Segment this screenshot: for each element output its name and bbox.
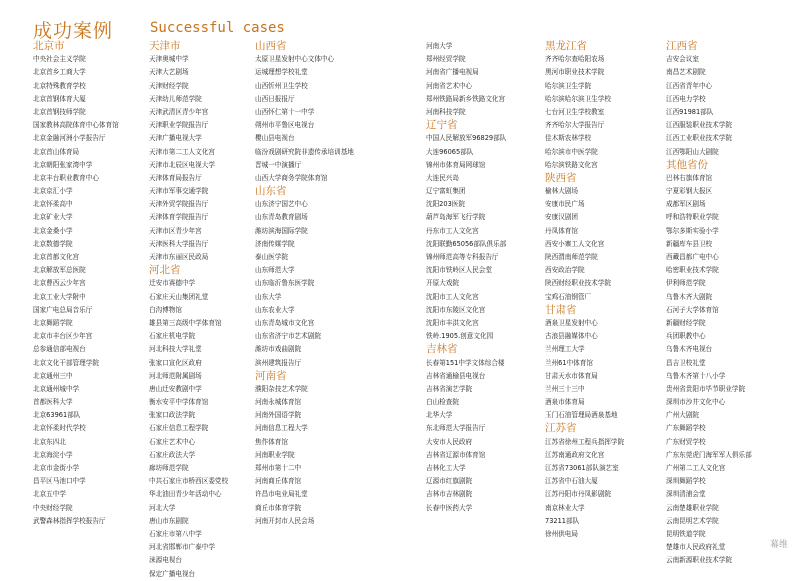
case-entry: 山西大学商务学院体育馆 [255, 173, 328, 182]
case-entry: 巴林右旗体育馆 [666, 173, 713, 182]
case-entry: 濮阳杂技艺术学院 [255, 384, 308, 393]
case-entry: 天津市军事交通学院 [149, 187, 209, 196]
case-entry: 沈阳市丰洪文化宫 [426, 318, 479, 327]
case-entry: 北京朝阳张家湾中学 [33, 160, 93, 169]
case-entry: 天津外贸学院报告厅 [149, 200, 209, 209]
case-entry: 西安小寨工人文化宫 [545, 239, 605, 248]
case-entry: 中央社会主义学院 [33, 55, 86, 64]
region-heading: 其他省份 [666, 158, 708, 171]
case-entry: 黑河市职业技术学院 [545, 68, 605, 77]
case-entry: 北华大学 [426, 411, 453, 420]
case-entry: 北京怀柔时代学校 [33, 424, 86, 433]
case-entry: 河南省艺术中心 [426, 81, 473, 90]
case-entry: 锦州师范高等专科报告厅 [426, 253, 499, 261]
region-heading: 河北省 [149, 264, 181, 277]
case-entry: 西安政治学院 [545, 266, 585, 275]
case-entry: 江西服装职业技术学院 [666, 121, 732, 130]
case-entry: 唐山市东剧院 [149, 516, 189, 525]
case-entry: 北京五中学 [33, 490, 66, 499]
case-entry: 山东青岛城市文化宫 [255, 318, 315, 327]
page-title: 成功案例 [33, 20, 114, 42]
case-entry: 江苏省中石油大厦 [545, 477, 598, 486]
case-entry: 丹凤体育馆 [545, 226, 578, 235]
case-entry: 石家庄市第八中学 [149, 529, 202, 538]
case-entry: 佳木斯农林学校 [545, 134, 592, 143]
case-entry: 石家庄天山集团礼堂 [149, 292, 209, 301]
case-column [666, 40, 794, 568]
region-heading: 山西省 [255, 40, 287, 52]
case-entry: 樱山县电视台 [255, 134, 295, 143]
case-entry: 唐山迁安教剧中学 [149, 384, 202, 393]
region-heading: 甘肃省 [545, 303, 577, 316]
case-entry: 广东舞蹈学校 [666, 424, 706, 433]
case-entry: 宁夏彩钢大报区 [666, 187, 713, 196]
case-entry: 沈阳市工人文化宫 [426, 292, 479, 301]
case-entry: 天津市第二工人文化宫 [149, 147, 215, 156]
case-entry: 南昌艺术剧院 [666, 68, 706, 77]
case-entry: 天津武清区青少年宫 [149, 107, 209, 116]
case-entry: 河北科技大学礼堂 [149, 345, 202, 354]
region-heading: 陕西省 [545, 171, 577, 184]
case-entry: 广东财贸学校 [666, 437, 706, 446]
case-entry: 河南省广播电视局 [426, 68, 479, 77]
region-heading: 江西省 [666, 40, 698, 52]
case-entry: 兵团职教中心 [666, 332, 706, 341]
case-entry: 呼和浩特职业学院 [666, 213, 719, 222]
region-heading: 黑龙江省 [545, 40, 587, 52]
case-entry: 北京首都文化宫 [33, 253, 80, 261]
case-entry: 北京市丰台区少年宫 [33, 332, 93, 341]
case-entry: 山东大学 [255, 292, 282, 301]
case-entry: 白沟博物馆 [149, 305, 182, 314]
case-entry: 北京矿业大学 [33, 213, 73, 222]
case-entry: 郑州市第十二中 [255, 464, 302, 472]
case-entry: 古浪县融媒体中心 [545, 332, 598, 341]
case-entry: 河南外国语学院 [255, 411, 302, 420]
case-entry: 深圳舞蹈学校 [666, 477, 706, 486]
case-entry: 河北师范附属剧场 [149, 371, 202, 380]
case-entry: 潍坊市戏曲剧院 [255, 345, 302, 354]
case-entry: 雄县第三高级中学体育馆 [149, 318, 222, 327]
case-entry: 北京数德学院 [33, 239, 73, 248]
case-entry: 北京工业大学附中 [33, 292, 86, 301]
case-entry: 济南传媒学院 [255, 239, 295, 248]
case-entry: 商丘市体育学院 [255, 503, 302, 512]
case-entry: 兰州理工大学 [545, 345, 585, 354]
case-entry: 总参通信部电视台 [33, 345, 86, 354]
case-entry: 河南信息工程大学 [255, 424, 308, 433]
case-entry: 郑州铁路局新乡铁路文化宫 [426, 94, 506, 103]
case-entry: 北京特殊教育学校 [33, 81, 86, 90]
case-entry: 吉林省通榆县电视台 [426, 371, 486, 380]
case-entry: 江西91981部队 [666, 107, 714, 116]
case-column [545, 40, 663, 541]
case-entry: 北京舞蹈学院 [33, 318, 73, 327]
case-entry: 太原卫星发射中心文体中心 [255, 55, 335, 64]
case-entry: 榆林大剧场 [545, 187, 578, 196]
case-entry: 天津幼儿师范学院 [149, 94, 202, 103]
case-entry: 石家庄信息工程学院 [149, 424, 209, 433]
case-entry: 石家庄政法大学 [149, 450, 196, 459]
case-entry: 江西电力学校 [666, 94, 706, 103]
case-entry: 安康汉剧团 [545, 213, 578, 222]
case-entry: 山西怀仁第十一中学 [255, 107, 315, 116]
case-entry: 山东济宁国艺中心 [255, 200, 308, 209]
case-entry: 乌鲁木齐大剧院 [666, 292, 713, 301]
case-entry: 锦州市体育局网球馆 [426, 160, 486, 169]
case-entry: 兰州三十三中 [545, 384, 585, 393]
case-entry: 哈密职业技术学院 [666, 266, 719, 275]
case-entry: 西藏昌都广电中心 [666, 253, 719, 261]
case-entry: 河北大学 [149, 503, 176, 512]
case-entry: 天津市区青少年宫 [149, 226, 202, 235]
case-entry: 临汾戏剧研究院非遗传承培训基地 [255, 147, 354, 156]
case-entry: 江苏南通政府文化宫 [545, 450, 605, 459]
case-entry: 北京首乡工商大学 [33, 68, 86, 77]
case-column [426, 40, 541, 515]
case-entry: 石河子大学体育馆 [666, 305, 719, 314]
case-entry: 云南楚雄职业学院 [666, 503, 719, 512]
case-entry: 昌平区马池口中学 [33, 477, 86, 486]
case-entry: 北京文化干部管理学院 [33, 358, 99, 367]
case-entry: 北京京汇小学 [33, 187, 73, 196]
case-entry: 新疆财经学院 [666, 318, 706, 327]
case-entry: 北京金桑小学 [33, 226, 73, 235]
case-entry: 中国人民解放军96829部队 [426, 134, 507, 143]
case-entry: 许昌市电业局礼堂 [255, 490, 308, 499]
case-entry: 中央财经学院 [33, 503, 73, 512]
page-subtitle: Successful cases [150, 20, 285, 36]
case-entry: 哈尔滨卫生学院 [545, 81, 592, 90]
case-entry: 河南商丘体育馆 [255, 477, 302, 486]
case-entry: 国家教林高院体育中心体育馆 [33, 121, 119, 130]
case-column [33, 40, 145, 528]
case-entry: 北京通州三中 [33, 371, 73, 380]
case-entry: 江苏省73061部队演艺室 [545, 464, 619, 472]
case-entry: 北京市金街小学 [33, 464, 80, 472]
region-heading: 天津市 [149, 40, 181, 52]
case-entry: 河南职业学院 [255, 450, 295, 459]
case-entry: 江西鄂阳山大剧院 [666, 147, 719, 156]
case-entry: 七台河卫生学校教室 [545, 107, 605, 116]
case-entry: 涞源电视台 [149, 556, 182, 565]
case-entry: 晋城一中演播厅 [255, 160, 302, 169]
case-entry: 北京解放军总医院 [33, 266, 86, 275]
case-entry: 吉林省演艺学院 [426, 384, 473, 393]
case-entry: 吉林市吉林剧院 [426, 490, 473, 499]
case-entry: 东北师范大学报告厅 [426, 424, 486, 433]
case-entry: 滨州建筑报告厅 [255, 358, 302, 367]
case-entry: 山西忻州卫生学校 [255, 81, 308, 90]
case-entry: 乌鲁木齐第十八小学 [666, 371, 726, 380]
case-entry: 哈尔滨市中医学院 [545, 147, 598, 156]
case-column [255, 40, 420, 528]
case-entry: 云南新源职业技术学院 [666, 556, 732, 565]
case-entry: 酒泉市体育局 [545, 398, 585, 407]
case-entry: 哈尔滨铁路文化宫 [545, 160, 598, 169]
case-entry: 长春第151中学文体综合楼 [426, 358, 505, 367]
case-entry: 张家口政法学院 [149, 411, 196, 420]
case-entry: 吉林化工大学 [426, 464, 466, 472]
case-entry: 国家广电总局音乐厅 [33, 305, 93, 314]
watermark: 幕维 [769, 540, 788, 550]
case-entry: 广州第二工人文化宫 [666, 464, 726, 472]
case-entry: 天津大艺剧场 [149, 68, 189, 77]
case-entry: 江苏省徐州工程兵指挥学院 [545, 437, 625, 446]
case-entry: 首都医科大学 [33, 398, 73, 407]
case-entry: 长春中医药大学 [426, 503, 473, 512]
case-entry: 徐州供电局 [545, 529, 578, 538]
case-entry: 天津体育局报告厅 [149, 173, 202, 182]
case-entry: 山东临沂鲁东医学院 [255, 279, 315, 288]
case-entry: 天津财经学院 [149, 81, 189, 90]
case-entry: 陕西渭南师范学院 [545, 253, 598, 261]
case-entry: 北京海淀小学 [33, 450, 73, 459]
case-entry: 江苏丹阳市丹凤影剧院 [545, 490, 611, 499]
case-entry: 北京曹西云少年宫 [33, 279, 86, 288]
case-entry: 迁安市赛德中学 [149, 279, 196, 288]
case-entry: 河南科技学院 [426, 107, 466, 116]
case-entry: 沈阳联勤65056部队俱乐部 [426, 239, 507, 248]
case-entry: 伊利师范学院 [666, 279, 706, 288]
case-entry: 辽宁富虹集团 [426, 187, 466, 196]
case-entry: 朔州市平鲁区电视台 [255, 121, 315, 130]
case-entry: 天津市东丽区民政局 [149, 253, 209, 261]
case-entry: 北京东四北 [33, 437, 66, 446]
case-entry: 北京金融河洲小学报告厅 [33, 134, 106, 143]
case-entry: 广东东莞虎门海军军人俱乐部 [666, 450, 752, 459]
case-entry: 河南大学 [426, 42, 453, 50]
case-entry: 云南昆明艺术学院 [666, 516, 719, 525]
case-entry: 铁岭.1905.创意文化园 [426, 332, 494, 341]
case-entry: 兰州61中体育馆 [545, 358, 593, 367]
case-entry: 乌鲁木齐电视台 [666, 345, 713, 354]
case-entry: 山东师范大学 [255, 266, 295, 275]
case-entry: 南京林业大学 [545, 503, 585, 512]
case-entry: 石家庄机电学院 [149, 332, 196, 341]
case-entry: 泰山医学院 [255, 253, 288, 261]
case-entry: 广州大剧院 [666, 411, 699, 420]
region-heading: 北京市 [33, 40, 65, 52]
case-entry: 昆明铁道学院 [666, 529, 706, 538]
case-entry: 山东省济宁市艺术剧院 [255, 332, 321, 341]
case-entry: 大连民兴岛 [426, 173, 459, 182]
case-entry: 中共石家庄市桥西区委党校 [149, 477, 229, 486]
case-entry: 哈尔滨哈尔滨卫生学校 [545, 94, 611, 103]
case-entry: 鄂尔多斯实验小学 [666, 226, 719, 235]
case-column [149, 40, 251, 581]
case-entry: 河北省邯郸市广泰中学 [149, 543, 215, 552]
case-entry: 丹东市工人文化宫 [426, 226, 479, 235]
case-entry: 贵州省贵阳市毕节职业学院 [666, 384, 746, 393]
case-entry: 陕西财经职业技术学院 [545, 279, 611, 288]
case-entry: 武警森林指挥学校报告厅 [33, 516, 106, 525]
case-entry: 齐齐哈尔大学报告厅 [545, 121, 605, 130]
case-entry: 沈阳203医院 [426, 200, 465, 209]
case-entry: 深圳市沙井文化中心 [666, 398, 726, 407]
case-entry: 郑州经贸学院 [426, 55, 466, 64]
case-entry: 北京通州城中学 [33, 384, 80, 393]
case-entry: 深圳清浦会堂 [666, 490, 706, 499]
case-entry: 河南永城体育馆 [255, 398, 302, 407]
case-entry: 辽源市红旗剧院 [426, 477, 473, 486]
case-entry: 73211部队 [545, 516, 580, 525]
region-heading: 江苏省 [545, 422, 577, 435]
case-entry: 沈阳市东陵区文化宫 [426, 305, 486, 314]
region-heading: 吉林省 [426, 343, 458, 356]
case-entry: 甘肃天水市体育局 [545, 371, 598, 380]
case-entry: 吉林省辽源市体育馆 [426, 450, 486, 459]
case-entry: 北京丰台职业教育中心 [33, 173, 99, 182]
case-entry: 天津医科大学报告厅 [149, 239, 209, 248]
case-entry: 开原大戏院 [426, 279, 459, 288]
case-entry: 天津奥城中学 [149, 55, 189, 64]
case-entry: 吉安会议室 [666, 55, 699, 64]
case-entry: 葫芦岛海军飞行学院 [426, 213, 486, 222]
case-entry: 北京首钢技师学院 [33, 107, 86, 116]
case-entry: 大连96065部队 [426, 147, 474, 156]
case-entry: 张家口宣化区政府 [149, 358, 202, 367]
case-entry: 北京首山体育局 [33, 147, 80, 156]
case-entry: 酒泉卫星发射中心 [545, 318, 598, 327]
region-heading: 辽宁省 [426, 119, 458, 132]
case-entry: 焦作体育馆 [255, 437, 288, 446]
case-entry: 齐齐哈尔查哈阳农场 [545, 55, 605, 64]
case-entry: 成都军区剧场 [666, 200, 706, 209]
case-entry: 楚雄市人民政府礼堂 [666, 543, 726, 552]
case-entry: 运城理想学校礼堂 [255, 68, 308, 77]
case-entry: 山东农业大学 [255, 305, 295, 314]
region-heading: 河南省 [255, 369, 287, 382]
case-entry: 白山检查院 [426, 398, 459, 407]
case-entry: 廊坊师范学院 [149, 464, 189, 472]
case-entry: 江西省青年中心 [666, 81, 713, 90]
case-entry: 山西日报报厅 [255, 94, 295, 103]
case-entry: 安康市民广场 [545, 200, 585, 209]
case-entry: 石家庄艺术中心 [149, 437, 196, 446]
case-entry: 昌吉卫校礼堂 [666, 358, 706, 367]
case-entry: 保定广播电视台 [149, 569, 196, 578]
case-entry: 衡水安平中学体育馆 [149, 398, 209, 407]
case-entry: 新疆库车县卫校 [666, 239, 713, 248]
case-entry: 天津市北辰区电视大学 [149, 160, 215, 169]
case-entry: 北京63961部队 [33, 411, 81, 420]
case-entry: 大安市人民政府 [426, 437, 473, 446]
case-entry: 北京怀柔高中 [33, 200, 73, 209]
case-entry: 沈阳市铁岭区人民会堂 [426, 266, 492, 275]
case-entry: 天津体育学院报告厅 [149, 213, 209, 222]
case-entry: 潍坊滨海国际学院 [255, 226, 308, 235]
case-entry: 天津广播电视大学 [149, 134, 202, 143]
case-entry: 玉门石油管理局酒泉基地 [545, 411, 618, 420]
case-entry: 华北油田青少年活动中心 [149, 490, 222, 499]
case-entry: 天津职业学院报告厅 [149, 121, 209, 130]
region-heading: 山东省 [255, 185, 287, 198]
case-entry: 江西工业职业技术学院 [666, 134, 732, 143]
case-entry: 河南开封市人民会场 [255, 516, 315, 525]
case-entry: 山东青岛教育剧场 [255, 213, 308, 222]
case-entry: 宝鸡石油钢管厂 [545, 292, 592, 301]
case-entry: 北京首钢体育大厦 [33, 94, 86, 103]
